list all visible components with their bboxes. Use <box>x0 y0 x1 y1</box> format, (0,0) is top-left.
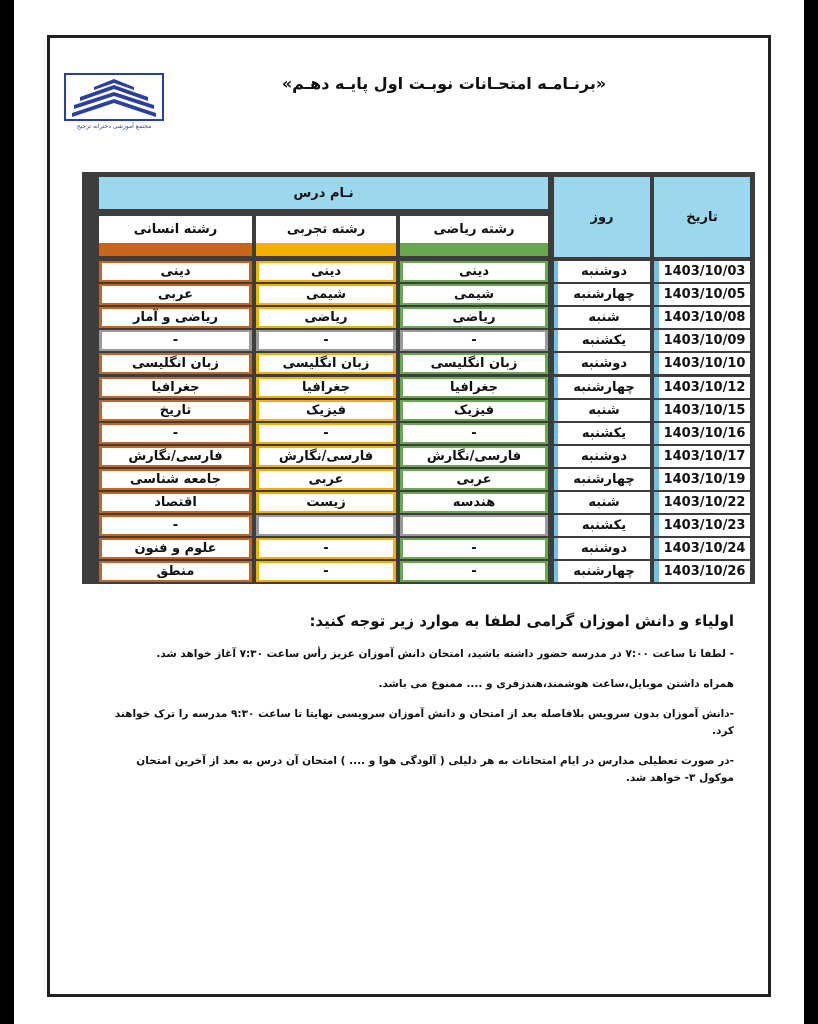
riazi-cell: - <box>400 561 548 582</box>
school-logo <box>64 73 166 133</box>
day-cell: شنبه <box>554 492 650 513</box>
riazi-cell: - <box>400 538 548 559</box>
tajrobi-cell: - <box>256 330 396 351</box>
date-cell: 1403/10/05 <box>654 284 750 305</box>
header-subject: نـام درس <box>99 177 548 209</box>
date-cell: 1403/10/19 <box>654 469 750 490</box>
note-item: -دانش آموزان بدون سرویس بلافاصله بعد از امتحان و دانش آموزان سرویسی نهایتا تا ساعت ۹:۳۰ مدرسه را ترک خواهند کرد. <box>114 708 734 737</box>
tajrobi-cell: شیمی <box>256 284 396 305</box>
header-riazi: رشته ریاضی <box>400 216 548 256</box>
logo-emblem <box>64 73 164 121</box>
date-cell: 1403/10/15 <box>654 400 750 421</box>
ensani-cell: زبان انگلیسی <box>99 353 252 374</box>
tajrobi-cell: زیست <box>256 492 396 513</box>
notes-section <box>104 612 734 800</box>
date-cell: 1403/10/22 <box>654 492 750 513</box>
date-cell: 1403/10/23 <box>654 515 750 536</box>
header-date: تاریخ <box>654 177 750 257</box>
ensani-cell: عربی <box>99 284 252 305</box>
page-title: «برنـامـه امتحـانات نوبـت اول پایـه دهـم» <box>281 74 607 93</box>
ensani-cell: دینی <box>99 261 252 282</box>
day-cell: شنبه <box>554 307 650 328</box>
tajrobi-cell: زبان انگلیسی <box>256 353 396 374</box>
day-cell: چهارشنبه <box>554 284 650 305</box>
date-cell: 1403/10/16 <box>654 423 750 444</box>
tajrobi-cell: فیزیک <box>256 400 396 421</box>
date-cell: 1403/10/26 <box>654 561 750 582</box>
riazi-cell: زبان انگلیسی <box>400 353 548 374</box>
ensani-cell: علوم و فنون <box>99 538 252 559</box>
day-cell: چهارشنبه <box>554 561 650 582</box>
note-item: همراه داشتن موبایل،ساعت هوشمند،هندزفری و .... ممنوع می باشد. <box>378 678 734 690</box>
ensani-cell: - <box>99 330 252 351</box>
riazi-cell: هندسه <box>400 492 548 513</box>
ensani-cell: جامعه شناسی <box>99 469 252 490</box>
ensani-cell: - <box>99 515 252 536</box>
ensani-cell: اقتصاد <box>99 492 252 513</box>
date-cell: 1403/10/12 <box>654 377 750 398</box>
riazi-cell: ریاضی <box>400 307 548 328</box>
notes-heading: اولیاء و دانش اموزان گرامی لطفا به موارد زیر توجه کنید: <box>309 612 734 630</box>
ensani-cell: جغرافیا <box>99 377 252 398</box>
day-cell: دوشنبه <box>554 353 650 374</box>
day-cell: شنبه <box>554 400 650 421</box>
day-cell: دوشنبه <box>554 446 650 467</box>
riazi-cell: - <box>400 330 548 351</box>
header-day: روز <box>554 177 650 257</box>
date-cell: 1403/10/08 <box>654 307 750 328</box>
day-cell: چهارشنبه <box>554 377 650 398</box>
tajrobi-cell: عربی <box>256 469 396 490</box>
note-item: -در صورت تعطیلی مدارس در ایام امتحانات به هر دلیلی ( آلودگی هوا و .... ) امتحان آن درس به بعد از آخرین امتحان موکول ۳- خواهد شد. <box>136 755 734 784</box>
riazi-cell: شیمی <box>400 284 548 305</box>
riazi-cell <box>400 515 548 536</box>
date-cell: 1403/10/09 <box>654 330 750 351</box>
day-cell: یکشنبه <box>554 423 650 444</box>
ensani-cell: فارسی/نگارش <box>99 446 252 467</box>
day-cell: چهارشنبه <box>554 469 650 490</box>
day-cell: یکشنبه <box>554 330 650 351</box>
note-item: - لطفا تا ساعت ۷:۰۰ در مدرسه حضور داشته باشید، امتحان دانش آموزان عزیز رأس ساعت ۷:۳۰ آغاز خواهد شد. <box>156 648 734 660</box>
tajrobi-cell <box>256 515 396 536</box>
header-ensani: رشته انسانی <box>99 216 252 256</box>
riazi-cell: - <box>400 423 548 444</box>
date-cell: 1403/10/17 <box>654 446 750 467</box>
logo-caption: مجتمع آموزشی دخترانه ترجیح <box>76 123 152 130</box>
riazi-cell: فیزیک <box>400 400 548 421</box>
header-tajrobi: رشته تجربی <box>256 216 396 256</box>
day-cell: دوشنبه <box>554 538 650 559</box>
ensani-cell: تاریخ <box>99 400 252 421</box>
ensani-cell: ریاضی و آمار <box>99 307 252 328</box>
date-cell: 1403/10/24 <box>654 538 750 559</box>
riazi-cell: عربی <box>400 469 548 490</box>
exam-schedule-table <box>82 172 755 584</box>
tajrobi-cell: فارسی/نگارش <box>256 446 396 467</box>
riazi-cell: دینی <box>400 261 548 282</box>
date-cell: 1403/10/03 <box>654 261 750 282</box>
day-cell: یکشنبه <box>554 515 650 536</box>
ensani-cell: منطق <box>99 561 252 582</box>
tajrobi-cell: - <box>256 538 396 559</box>
riazi-cell: جغرافیا <box>400 377 548 398</box>
riazi-cell: فارسی/نگارش <box>400 446 548 467</box>
document-page <box>14 0 804 1024</box>
tajrobi-cell: جغرافیا <box>256 377 396 398</box>
ensani-cell: - <box>99 423 252 444</box>
date-cell: 1403/10/10 <box>654 353 750 374</box>
tajrobi-cell: دینی <box>256 261 396 282</box>
tajrobi-cell: ریاضی <box>256 307 396 328</box>
tajrobi-cell: - <box>256 423 396 444</box>
tajrobi-cell: - <box>256 561 396 582</box>
day-cell: دوشنبه <box>554 261 650 282</box>
